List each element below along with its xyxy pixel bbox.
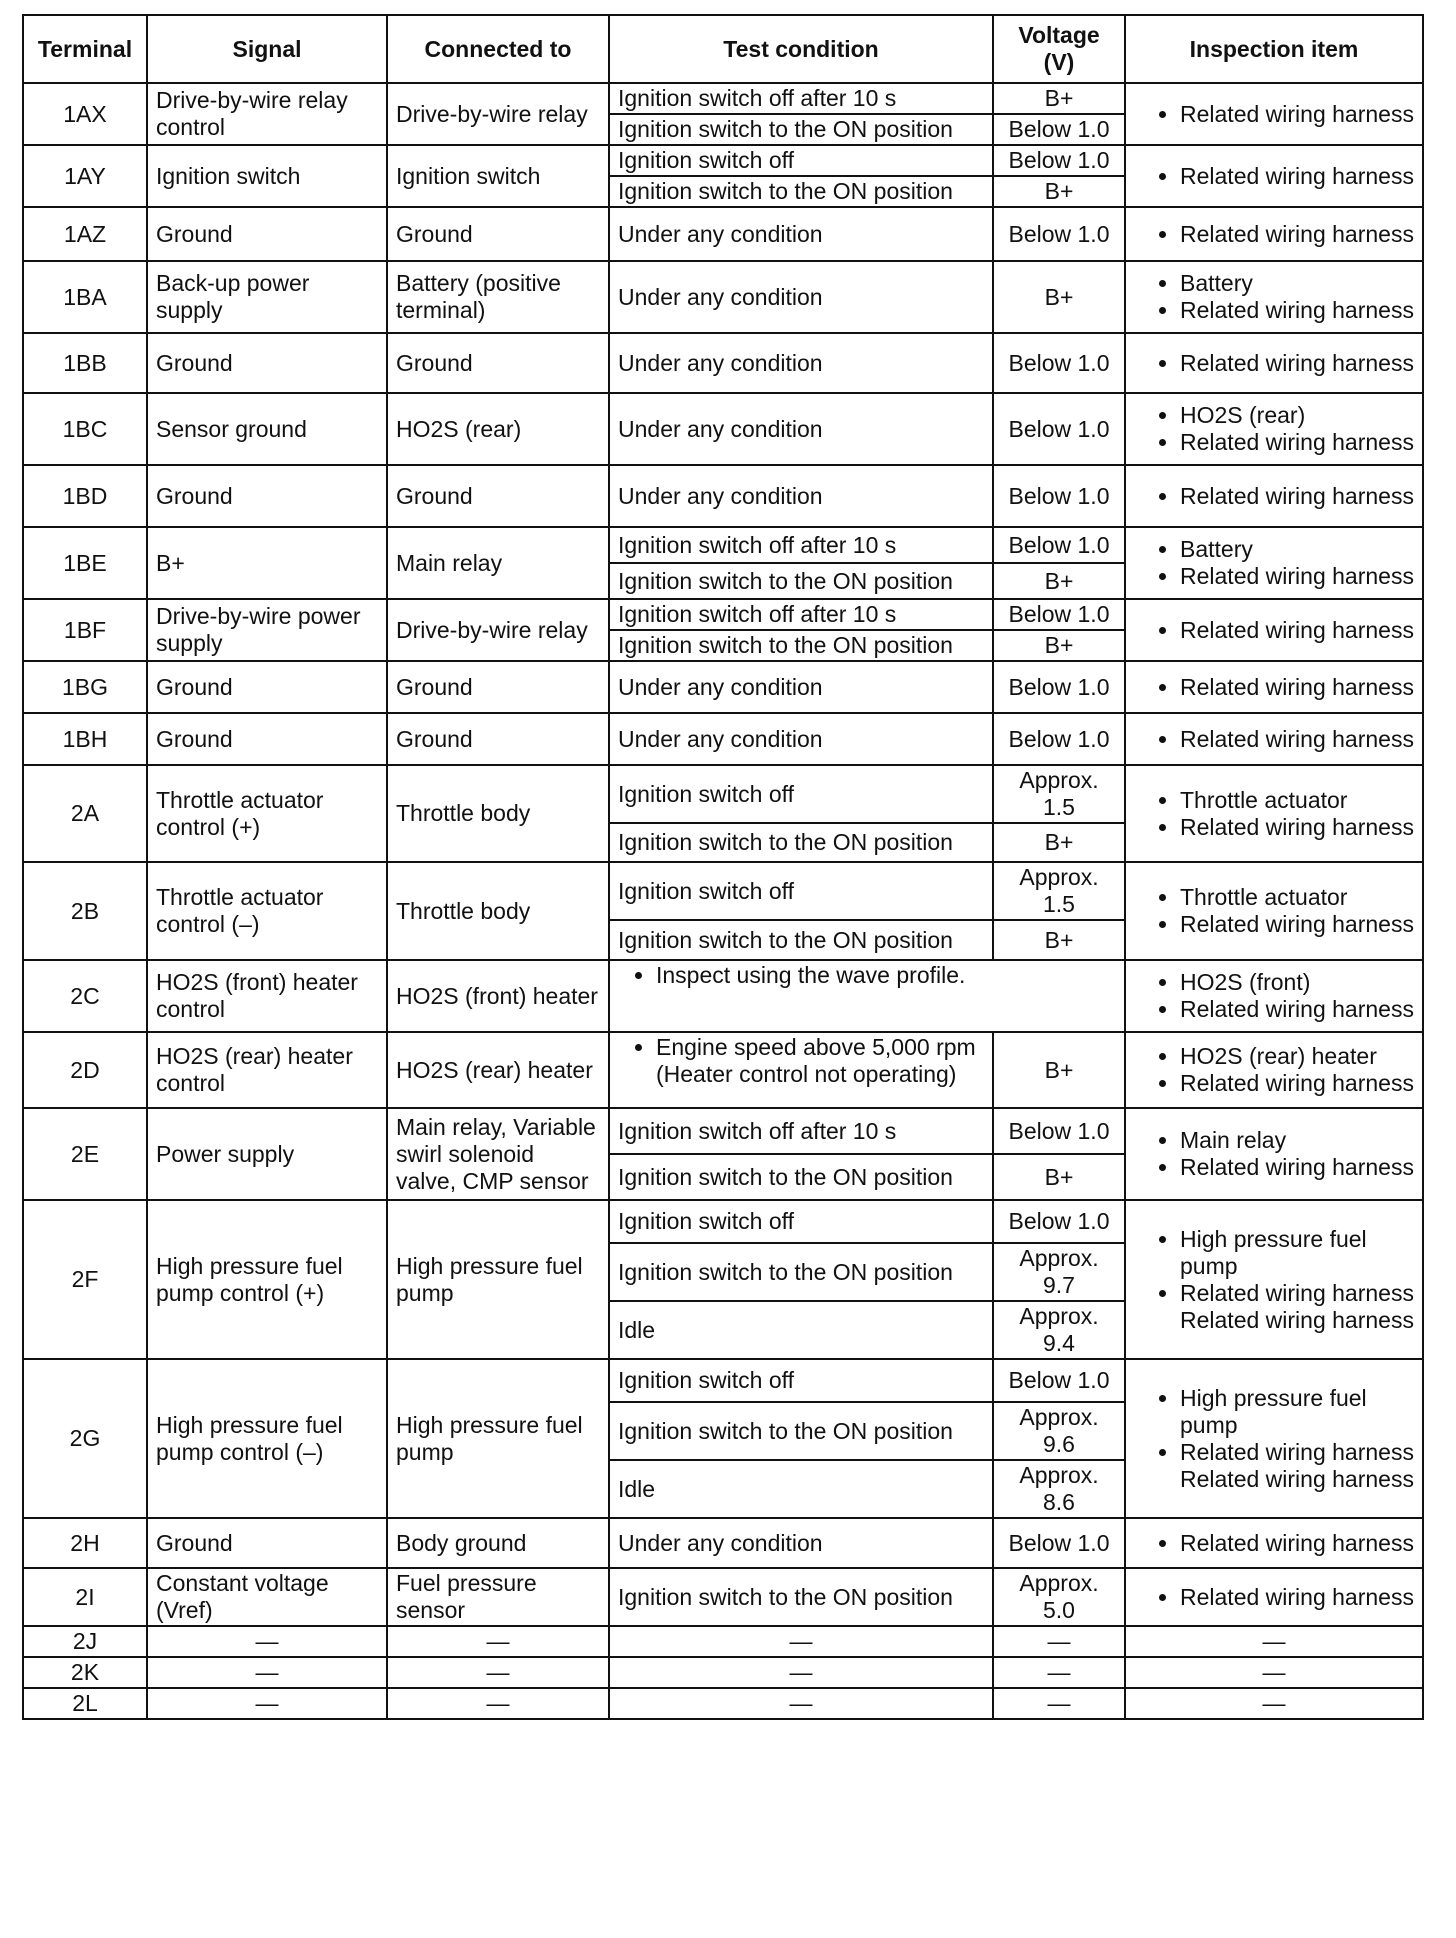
inspection-item: • Related wiring harness Related wiring harness xyxy=(1180,1439,1414,1493)
inspection-item: • High pressure fuel pump xyxy=(1180,1226,1414,1280)
inspection-list xyxy=(1134,1385,1414,1493)
table-row xyxy=(23,960,1423,1032)
voltage-cell: Approx. 9.4 xyxy=(993,1301,1125,1359)
test-condition-cell: Ignition switch to the ON position xyxy=(609,630,993,661)
terminal-cell: 1AZ xyxy=(23,207,147,261)
voltage-cell: Approx. 9.7 xyxy=(993,1243,1125,1301)
voltage-cell: — xyxy=(993,1688,1125,1719)
inspection-item-cell xyxy=(1125,862,1423,960)
test-condition-cell: Ignition switch to the ON position xyxy=(609,563,993,599)
inspection-item: • Related wiring harness xyxy=(1180,1154,1414,1181)
test-condition-cell: Under any condition xyxy=(609,713,993,765)
voltage-cell: B+ xyxy=(993,1154,1125,1200)
inspection-list xyxy=(1134,726,1414,753)
connected-to-cell: Ground xyxy=(387,465,609,527)
voltage-cell: Below 1.0 xyxy=(993,1518,1125,1568)
signal-cell: Ground xyxy=(147,465,387,527)
connected-to-cell: Ignition switch xyxy=(387,145,609,207)
connected-to-cell: Ground xyxy=(387,207,609,261)
header-test-condition: Test condition xyxy=(609,15,993,83)
test-condition-item: • Engine speed above 5,000 rpm (Heater control not operating) xyxy=(656,1034,984,1088)
inspection-item-cell xyxy=(1125,465,1423,527)
inspection-item: • Related wiring harness xyxy=(1180,297,1414,324)
inspection-list xyxy=(1134,787,1414,841)
voltage-cell: B+ xyxy=(993,261,1125,333)
voltage-cell: Approx. 1.5 xyxy=(993,765,1125,823)
inspection-list xyxy=(1134,350,1414,377)
signal-cell: Ground xyxy=(147,333,387,393)
terminal-cell: 1BF xyxy=(23,599,147,661)
connected-to-cell: Ground xyxy=(387,661,609,713)
inspection-item: • Related wiring harness xyxy=(1180,563,1414,590)
voltage-cell: B+ xyxy=(993,920,1125,960)
terminal-inspection-table xyxy=(22,14,1424,1720)
table-row xyxy=(23,145,1423,176)
test-condition-note-cell xyxy=(609,960,1125,1032)
voltage-cell: Below 1.0 xyxy=(993,1108,1125,1154)
inspection-item-cell xyxy=(1125,261,1423,333)
inspection-item: • Throttle actuator xyxy=(1180,884,1414,911)
test-condition-cell: Ignition switch to the ON position xyxy=(609,920,993,960)
terminal-cell: 2A xyxy=(23,765,147,862)
header-inspection-item: Inspection item xyxy=(1125,15,1423,83)
table-row xyxy=(23,661,1423,713)
voltage-cell: B+ xyxy=(993,1032,1125,1108)
table-row xyxy=(23,83,1423,114)
test-condition-cell: Ignition switch off after 10 s xyxy=(609,1108,993,1154)
connected-to-cell: HO2S (rear) xyxy=(387,393,609,465)
table-row xyxy=(23,465,1423,527)
voltage-cell: Below 1.0 xyxy=(993,1359,1125,1402)
header-voltage: Voltage (V) xyxy=(993,15,1125,83)
connected-to-cell: HO2S (front) heater xyxy=(387,960,609,1032)
terminal-cell: 1BB xyxy=(23,333,147,393)
voltage-cell: B+ xyxy=(993,630,1125,661)
inspection-item-cell: — xyxy=(1125,1657,1423,1688)
table-row xyxy=(23,207,1423,261)
voltage-cell: — xyxy=(993,1657,1125,1688)
table-row xyxy=(23,765,1423,823)
table-row xyxy=(23,862,1423,920)
test-condition-list xyxy=(618,962,1116,989)
signal-cell: Sensor ground xyxy=(147,393,387,465)
test-condition-cell: Ignition switch off xyxy=(609,145,993,176)
signal-cell: B+ xyxy=(147,527,387,599)
terminal-cell: 2L xyxy=(23,1688,147,1719)
voltage-cell: Approx. 8.6 xyxy=(993,1460,1125,1518)
inspection-item-cell xyxy=(1125,145,1423,207)
voltage-cell: B+ xyxy=(993,176,1125,207)
test-condition-cell: Under any condition xyxy=(609,1518,993,1568)
terminal-table-container xyxy=(22,14,1422,1720)
inspection-list xyxy=(1134,969,1414,1023)
test-condition-cell: — xyxy=(609,1626,993,1657)
inspection-list xyxy=(1134,402,1414,456)
inspection-item-cell xyxy=(1125,393,1423,465)
signal-cell: — xyxy=(147,1657,387,1688)
test-condition-cell: Under any condition xyxy=(609,393,993,465)
connected-to-cell: — xyxy=(387,1626,609,1657)
voltage-cell: B+ xyxy=(993,83,1125,114)
test-condition-cell: Ignition switch off xyxy=(609,1359,993,1402)
inspection-item: • High pressure fuel pump xyxy=(1180,1385,1414,1439)
inspection-item: • Related wiring harness xyxy=(1180,101,1414,128)
signal-cell: Power supply xyxy=(147,1108,387,1200)
test-condition-cell: Ignition switch to the ON position xyxy=(609,114,993,145)
test-condition-cell: Ignition switch to the ON position xyxy=(609,823,993,862)
signal-cell: Ignition switch xyxy=(147,145,387,207)
signal-cell: Ground xyxy=(147,661,387,713)
test-condition-cell: Ignition switch off xyxy=(609,765,993,823)
inspection-item-cell xyxy=(1125,960,1423,1032)
connected-to-cell: High pressure fuel pump xyxy=(387,1200,609,1359)
table-row xyxy=(23,527,1423,563)
table-row xyxy=(23,333,1423,393)
terminal-cell: 2B xyxy=(23,862,147,960)
inspection-item-cell xyxy=(1125,1518,1423,1568)
voltage-cell: — xyxy=(993,1626,1125,1657)
test-condition-cell: Idle xyxy=(609,1460,993,1518)
test-condition-cell: Under any condition xyxy=(609,661,993,713)
table-row xyxy=(23,599,1423,630)
terminal-cell: 2I xyxy=(23,1568,147,1626)
signal-cell: Throttle actuator control (–) xyxy=(147,862,387,960)
inspection-list xyxy=(1134,101,1414,128)
test-condition-cell: Ignition switch to the ON position xyxy=(609,176,993,207)
test-condition-note: • Inspect using the wave profile. xyxy=(656,962,1116,989)
signal-cell: Ground xyxy=(147,1518,387,1568)
signal-cell: High pressure fuel pump control (+) xyxy=(147,1200,387,1359)
table-row xyxy=(23,1108,1423,1154)
connected-to-cell: Drive-by-wire relay xyxy=(387,83,609,145)
table-row xyxy=(23,1200,1423,1243)
inspection-item: • Related wiring harness xyxy=(1180,617,1414,644)
inspection-item-cell xyxy=(1125,1359,1423,1518)
terminal-cell: 2J xyxy=(23,1626,147,1657)
test-condition-cell: — xyxy=(609,1657,993,1688)
voltage-cell: Below 1.0 xyxy=(993,1200,1125,1243)
test-condition-cell: Ignition switch to the ON position xyxy=(609,1568,993,1626)
inspection-list xyxy=(1134,1530,1414,1557)
inspection-list xyxy=(1134,617,1414,644)
connected-to-cell: High pressure fuel pump xyxy=(387,1359,609,1518)
inspection-item-cell: — xyxy=(1125,1626,1423,1657)
voltage-cell: Below 1.0 xyxy=(993,145,1125,176)
terminal-cell: 1BC xyxy=(23,393,147,465)
voltage-cell: B+ xyxy=(993,823,1125,862)
connected-to-cell: — xyxy=(387,1688,609,1719)
table-row xyxy=(23,1688,1423,1719)
inspection-item: • Related wiring harness xyxy=(1180,1530,1414,1557)
signal-cell: High pressure fuel pump control (–) xyxy=(147,1359,387,1518)
voltage-cell: Below 1.0 xyxy=(993,527,1125,563)
inspection-item: • Related wiring harness xyxy=(1180,221,1414,248)
inspection-item-cell xyxy=(1125,333,1423,393)
inspection-list xyxy=(1134,1127,1414,1181)
test-condition-cell: — xyxy=(609,1688,993,1719)
connected-to-cell: — xyxy=(387,1657,609,1688)
inspection-item: • Related wiring harness xyxy=(1180,163,1414,190)
connected-to-cell: Main relay, Variable swirl solenoid valve, CMP sensor xyxy=(387,1108,609,1200)
signal-cell: — xyxy=(147,1688,387,1719)
inspection-item: • Battery xyxy=(1180,536,1414,563)
inspection-item-cell xyxy=(1125,83,1423,145)
terminal-cell: 2D xyxy=(23,1032,147,1108)
test-condition-cell: Ignition switch to the ON position xyxy=(609,1243,993,1301)
inspection-item-cell xyxy=(1125,661,1423,713)
connected-to-cell: Throttle body xyxy=(387,862,609,960)
voltage-cell: Approx. 1.5 xyxy=(993,862,1125,920)
terminal-cell: 1BE xyxy=(23,527,147,599)
inspection-item-cell xyxy=(1125,1032,1423,1108)
voltage-cell: Below 1.0 xyxy=(993,465,1125,527)
connected-to-cell: Ground xyxy=(387,333,609,393)
inspection-list xyxy=(1134,163,1414,190)
signal-cell: Constant voltage (Vref) xyxy=(147,1568,387,1626)
voltage-cell: Below 1.0 xyxy=(993,333,1125,393)
terminal-cell: 2F xyxy=(23,1200,147,1359)
test-condition-cell: Ignition switch off xyxy=(609,862,993,920)
voltage-cell: Below 1.0 xyxy=(993,661,1125,713)
inspection-item-cell xyxy=(1125,1200,1423,1359)
inspection-list xyxy=(1134,674,1414,701)
inspection-item: • Related wiring harness xyxy=(1180,674,1414,701)
signal-cell: HO2S (rear) heater control xyxy=(147,1032,387,1108)
test-condition-cell: Under any condition xyxy=(609,465,993,527)
inspection-item-cell xyxy=(1125,1568,1423,1626)
test-condition-cell: Idle xyxy=(609,1301,993,1359)
table-row xyxy=(23,1359,1423,1402)
signal-cell: Drive-by-wire relay control xyxy=(147,83,387,145)
voltage-cell: Approx. 5.0 xyxy=(993,1568,1125,1626)
signal-cell: Ground xyxy=(147,713,387,765)
terminal-cell: 2K xyxy=(23,1657,147,1688)
signal-cell: Ground xyxy=(147,207,387,261)
signal-cell: Drive-by-wire power supply xyxy=(147,599,387,661)
test-condition-cell xyxy=(609,1032,993,1108)
inspection-item-cell xyxy=(1125,599,1423,661)
inspection-item: • Related wiring harness xyxy=(1180,1070,1414,1097)
terminal-cell: 2H xyxy=(23,1518,147,1568)
table-row xyxy=(23,1518,1423,1568)
terminal-cell: 2G xyxy=(23,1359,147,1518)
inspection-item: • Main relay xyxy=(1180,1127,1414,1154)
connected-to-cell: Drive-by-wire relay xyxy=(387,599,609,661)
inspection-item-cell xyxy=(1125,1108,1423,1200)
connected-to-cell: HO2S (rear) heater xyxy=(387,1032,609,1108)
voltage-cell: Below 1.0 xyxy=(993,393,1125,465)
signal-cell: Throttle actuator control (+) xyxy=(147,765,387,862)
terminal-cell: 1BA xyxy=(23,261,147,333)
inspection-list xyxy=(1134,1043,1414,1097)
inspection-item-cell xyxy=(1125,765,1423,862)
inspection-item-cell xyxy=(1125,713,1423,765)
table-row xyxy=(23,1032,1423,1108)
inspection-item-cell xyxy=(1125,527,1423,599)
test-condition-cell: Ignition switch off after 10 s xyxy=(609,599,993,630)
terminal-cell: 1BD xyxy=(23,465,147,527)
inspection-item: • Throttle actuator xyxy=(1180,787,1414,814)
inspection-item: • Related wiring harness xyxy=(1180,996,1414,1023)
inspection-item: • HO2S (front) xyxy=(1180,969,1414,996)
table-row xyxy=(23,713,1423,765)
test-condition-cell: Under any condition xyxy=(609,333,993,393)
terminal-cell: 1AY xyxy=(23,145,147,207)
voltage-cell: Below 1.0 xyxy=(993,713,1125,765)
voltage-cell: Below 1.0 xyxy=(993,599,1125,630)
voltage-cell: Below 1.0 xyxy=(993,207,1125,261)
inspection-item-cell xyxy=(1125,207,1423,261)
inspection-item: • Related wiring harness xyxy=(1180,726,1414,753)
test-condition-list xyxy=(618,1034,984,1088)
inspection-list xyxy=(1134,1226,1414,1334)
test-condition-cell: Ignition switch off after 10 s xyxy=(609,83,993,114)
table-row xyxy=(23,1626,1423,1657)
inspection-item-cell: — xyxy=(1125,1688,1423,1719)
inspection-item: • Related wiring harness xyxy=(1180,1584,1414,1611)
signal-cell: — xyxy=(147,1626,387,1657)
header-signal: Signal xyxy=(147,15,387,83)
inspection-list xyxy=(1134,536,1414,590)
connected-to-cell: Main relay xyxy=(387,527,609,599)
inspection-list xyxy=(1134,884,1414,938)
terminal-cell: 2E xyxy=(23,1108,147,1200)
inspection-item: • Related wiring harness xyxy=(1180,814,1414,841)
terminal-cell: 2C xyxy=(23,960,147,1032)
inspection-item: • Related wiring harness Related wiring harness xyxy=(1180,1280,1414,1334)
inspection-list xyxy=(1134,221,1414,248)
terminal-cell: 1AX xyxy=(23,83,147,145)
voltage-cell: B+ xyxy=(993,563,1125,599)
inspection-list xyxy=(1134,1584,1414,1611)
inspection-list xyxy=(1134,483,1414,510)
table-row xyxy=(23,1657,1423,1688)
test-condition-cell: Ignition switch to the ON position xyxy=(609,1402,993,1460)
connected-to-cell: Throttle body xyxy=(387,765,609,862)
test-condition-cell: Under any condition xyxy=(609,207,993,261)
header-connected-to: Connected to xyxy=(387,15,609,83)
inspection-item: • Related wiring harness xyxy=(1180,911,1414,938)
inspection-item: • Related wiring harness xyxy=(1180,429,1414,456)
inspection-list xyxy=(1134,270,1414,324)
test-condition-cell: Ignition switch off after 10 s xyxy=(609,527,993,563)
inspection-item: • Related wiring harness xyxy=(1180,350,1414,377)
table-body xyxy=(23,83,1423,1719)
test-condition-cell: Ignition switch to the ON position xyxy=(609,1154,993,1200)
inspection-item: • Battery xyxy=(1180,270,1414,297)
inspection-item: • Related wiring harness xyxy=(1180,483,1414,510)
inspection-item: • HO2S (rear) xyxy=(1180,402,1414,429)
header-row xyxy=(23,15,1423,83)
inspection-item: • HO2S (rear) heater xyxy=(1180,1043,1414,1070)
table-row xyxy=(23,261,1423,333)
signal-cell: HO2S (front) heater control xyxy=(147,960,387,1032)
signal-cell: Back-up power supply xyxy=(147,261,387,333)
voltage-cell: Approx. 9.6 xyxy=(993,1402,1125,1460)
connected-to-cell: Battery (positive terminal) xyxy=(387,261,609,333)
terminal-cell: 1BG xyxy=(23,661,147,713)
test-condition-cell: Under any condition xyxy=(609,261,993,333)
terminal-cell: 1BH xyxy=(23,713,147,765)
connected-to-cell: Ground xyxy=(387,713,609,765)
header-terminal: Terminal xyxy=(23,15,147,83)
table-row xyxy=(23,1568,1423,1626)
table-row xyxy=(23,393,1423,465)
voltage-cell: Below 1.0 xyxy=(993,114,1125,145)
connected-to-cell: Fuel pressure sensor xyxy=(387,1568,609,1626)
connected-to-cell: Body ground xyxy=(387,1518,609,1568)
test-condition-cell: Ignition switch off xyxy=(609,1200,993,1243)
